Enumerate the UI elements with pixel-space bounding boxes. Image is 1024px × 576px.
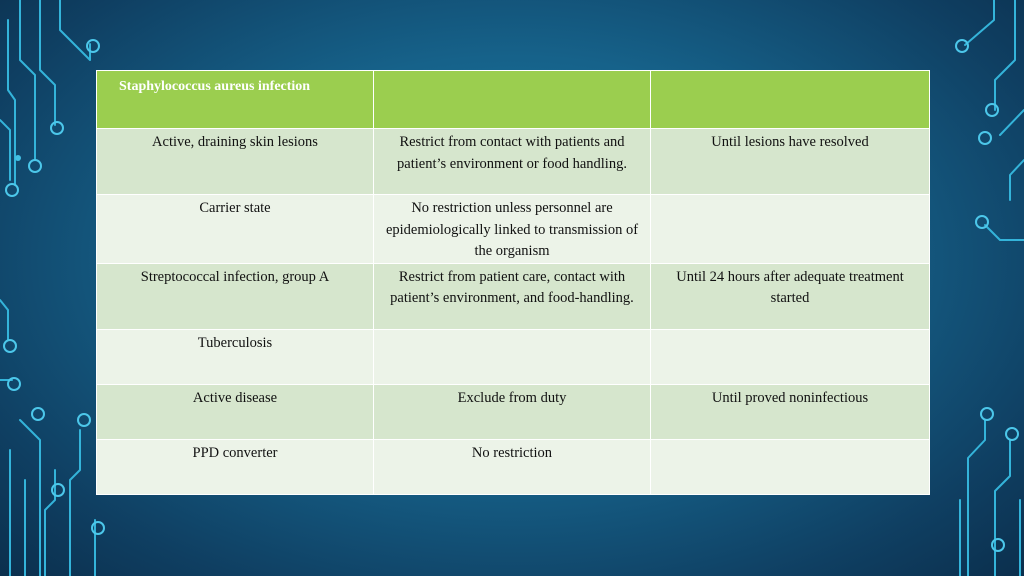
duration-cell xyxy=(651,329,930,384)
table-header-row xyxy=(97,71,930,129)
condition-cell: PPD converter xyxy=(97,439,374,494)
header-cell-2 xyxy=(374,71,651,129)
duration-cell xyxy=(651,439,930,494)
header-title: Staphylococcus aureus infection xyxy=(97,71,374,129)
header-cell-3 xyxy=(651,71,930,129)
condition-cell: Carrier state xyxy=(97,195,374,264)
duration-cell xyxy=(651,195,930,264)
condition-cell: Streptococcal infection, group A xyxy=(97,263,374,329)
restriction-cell xyxy=(374,329,651,384)
restriction-cell: Restrict from contact with patients and patient’s environment or food handling. xyxy=(374,129,651,195)
restriction-cell: No restriction unless personnel are epidemiologically linked to transmission of the organism xyxy=(374,195,651,264)
duration-cell: Until lesions have resolved xyxy=(651,129,930,195)
condition-cell: Tuberculosis xyxy=(97,329,374,384)
restriction-cell: Restrict from patient care, contact with patient’s environment, and food-handling. xyxy=(374,263,651,329)
table-row xyxy=(97,195,930,264)
condition-cell: Active, draining skin lesions xyxy=(97,129,374,195)
table-row xyxy=(97,329,930,384)
table-row xyxy=(97,263,930,329)
restriction-cell: Exclude from duty xyxy=(374,384,651,439)
restriction-cell: No restriction xyxy=(374,439,651,494)
duration-cell: Until 24 hours after adequate treatment started xyxy=(651,263,930,329)
table-row xyxy=(97,129,930,195)
restriction-table xyxy=(96,70,930,495)
table-row xyxy=(97,384,930,439)
condition-cell: Active disease xyxy=(97,384,374,439)
table-row xyxy=(97,439,930,494)
duration-cell: Until proved noninfectious xyxy=(651,384,930,439)
